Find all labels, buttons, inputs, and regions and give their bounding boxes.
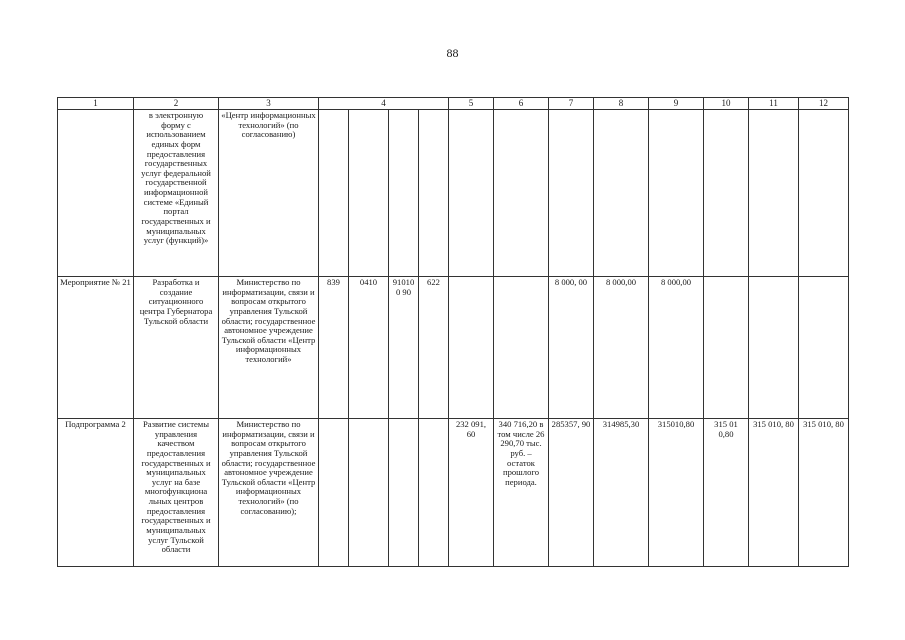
responsible-executor: Министерство по информатизации, связи и вопросам открытого управления Тульской области; государственное автономное учреждение Тульской области «Центр информационных технологий» (по согласованию);	[219, 419, 319, 567]
value-col9	[649, 110, 704, 277]
value-col11: 315 010, 80	[749, 419, 799, 567]
header-cell: 7	[549, 98, 594, 110]
header-cell: 11	[749, 98, 799, 110]
measure-description: Развитие системы управления качеством предоставления государственных и муниципальных услуг на базе многофункциона льных центров предоставления государственных и муниципальных услуг Тульской области	[134, 419, 219, 567]
value-col12: 315 010, 80	[799, 419, 849, 567]
grbs-code: 839	[319, 277, 349, 419]
value-col12	[799, 277, 849, 419]
value-col10: 315 01 0,80	[704, 419, 749, 567]
value-col8	[594, 110, 649, 277]
grbs-code	[319, 110, 349, 277]
budget-table	[57, 97, 849, 567]
header-cell: 2	[134, 98, 219, 110]
row-label: Подпрограмма 2	[58, 419, 134, 567]
value-col6: 340 716,20 в том числе 26 290,70 тыс. руб. – остаток прошлого периода.	[494, 419, 549, 567]
responsible-executor: Министерство по информатизации, связи и вопросам открытого управления Тульской области; государственное автономное учреждение Тульской области «Центр информационных технологий»	[219, 277, 319, 419]
header-cell: 5	[449, 98, 494, 110]
value-col9: 8 000,00	[649, 277, 704, 419]
header-cell: 9	[649, 98, 704, 110]
target-article-code	[389, 419, 419, 567]
value-col8: 314985,30	[594, 419, 649, 567]
value-col10	[704, 110, 749, 277]
header-cell: 6	[494, 98, 549, 110]
section-code: 0410	[349, 277, 389, 419]
section-code	[349, 419, 389, 567]
value-col6	[494, 277, 549, 419]
row-label: Мероприятие № 21	[58, 277, 134, 419]
value-col11	[749, 110, 799, 277]
value-col5	[449, 277, 494, 419]
responsible-executor: «Центр информационных технологий» (по согласованию)	[219, 110, 319, 277]
page-number: 88	[446, 46, 459, 60]
header-cell: 3	[219, 98, 319, 110]
value-col11	[749, 277, 799, 419]
expense-type-code	[419, 419, 449, 567]
value-col7: 285357, 90	[549, 419, 594, 567]
measure-description: Разработка и создание ситуационного центра Губернатора Тульской области	[134, 277, 219, 419]
header-cell: 12	[799, 98, 849, 110]
header-cell: 10	[704, 98, 749, 110]
value-col5	[449, 110, 494, 277]
value-col10	[704, 277, 749, 419]
target-article-code	[389, 110, 419, 277]
header-cell: 1	[58, 98, 134, 110]
value-col5: 232 091, 60	[449, 419, 494, 567]
measure-description: в электронную форму с использованием единых форм предоставления государственных услуг федеральной государственной информационной системе «Единый портал государственных и муниципальных услуг (функций)»	[134, 110, 219, 277]
header-row	[58, 98, 849, 110]
section-code	[349, 110, 389, 277]
grbs-code	[319, 419, 349, 567]
target-article-code: 910100 90	[389, 277, 419, 419]
table-row	[58, 110, 849, 277]
value-col9: 315010,80	[649, 419, 704, 567]
value-col12	[799, 110, 849, 277]
table-row	[58, 277, 849, 419]
table-row	[58, 419, 849, 567]
expense-type-code	[419, 110, 449, 277]
expense-type-code: 622	[419, 277, 449, 419]
header-cell: 8	[594, 98, 649, 110]
row-label	[58, 110, 134, 277]
header-cell: 4	[319, 98, 449, 110]
value-col6	[494, 110, 549, 277]
value-col8: 8 000,00	[594, 277, 649, 419]
value-col7	[549, 110, 594, 277]
value-col7: 8 000, 00	[549, 277, 594, 419]
